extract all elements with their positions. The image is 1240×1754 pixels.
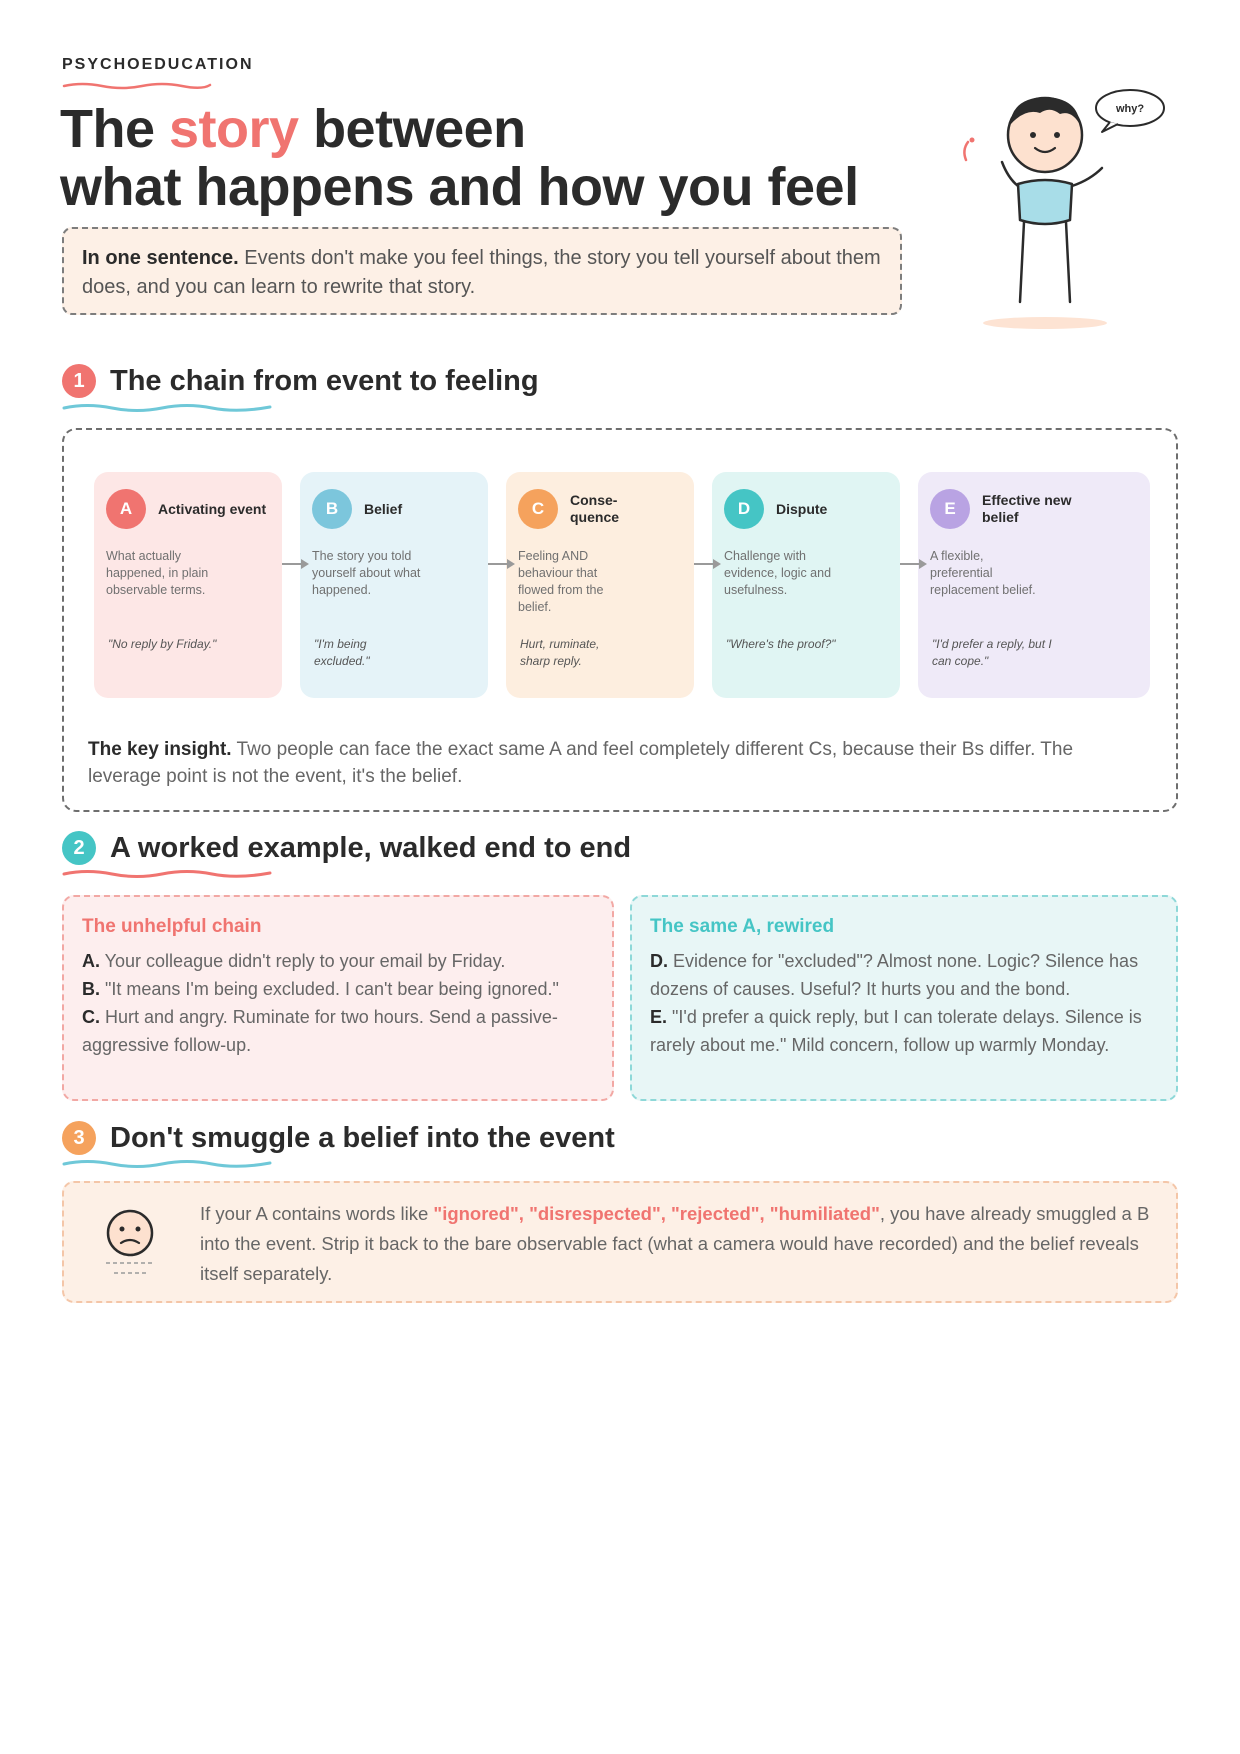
card-a-description: What actually happened, in plain observable terms. — [106, 549, 209, 597]
unhelpful-line-c: C. Hurt and angry. Ruminate for two hours. Send a passive-aggressive follow-up. — [82, 1007, 558, 1055]
abcde-chain-panel — [62, 428, 1178, 812]
badge-c: C — [518, 489, 558, 529]
insight-lead: The key insight. — [88, 739, 232, 760]
card-b-example: "I'm being excluded." — [314, 637, 370, 668]
card-consequence — [506, 472, 694, 698]
badge-b: B — [312, 489, 352, 529]
section-1-title: The chain from event to feeling — [110, 364, 539, 397]
badge-e: E — [930, 489, 970, 529]
unhelpful-chain-title: The unhelpful chain — [82, 916, 262, 937]
head-shape — [1008, 97, 1082, 172]
card-d-description: Challenge with evidence, logic and usefulness. — [724, 549, 832, 597]
title-accent: story — [169, 99, 299, 159]
card-b-label: Belief — [364, 500, 403, 517]
card-e-label: Effective new belief — [982, 492, 1072, 525]
key-insight — [88, 736, 1148, 790]
unhelpful-chain-box — [62, 895, 614, 1101]
unhelpful-line-a: A. Your colleague didn't reply to your email by Friday. — [82, 951, 506, 971]
speech-bubble-icon — [1096, 90, 1164, 132]
section-3-number: 3 — [62, 1121, 96, 1155]
unhelpful-line-b: B. "It means I'm being excluded. I can't bear being ignored." — [82, 979, 559, 999]
loaded-words-highlight: "ignored", "disrespected", "rejected", "humiliated" — [433, 1203, 880, 1224]
eyebrow-underline — [62, 80, 212, 90]
card-dispute — [712, 472, 900, 698]
eyebrow-label: PSYCHOEDUCATION — [62, 56, 254, 73]
title-part2: between — [298, 99, 526, 159]
card-d-example: "Where's the proof?" — [726, 637, 836, 651]
card-c-description: Feeling AND behaviour that flowed from the belief. — [518, 549, 604, 614]
summary-lead: In one sentence. — [82, 247, 239, 269]
card-a-example: "No reply by Friday." — [108, 637, 217, 651]
arrow-right-icon — [281, 558, 311, 570]
arrow-right-icon — [487, 558, 517, 570]
section-3-heading — [62, 1118, 615, 1158]
card-c-label: Conse-quence — [570, 492, 620, 525]
bubble-text: why? — [1115, 103, 1145, 115]
card-effective-new-belief — [918, 472, 1150, 698]
section-3-title: Don't smuggle a belief into the event — [110, 1121, 615, 1154]
card-b-description: The story you told yourself about what happened. — [312, 549, 421, 597]
section-2-heading — [62, 828, 631, 868]
rewired-line-e: E. "I'd prefer a quick reply, but I can tolerate delays. Silence is rarely about me." Mild concern, follow up warmly Monday. — [650, 1007, 1142, 1055]
smuggle-warning-box — [62, 1181, 1178, 1303]
shadow-shape — [983, 317, 1107, 329]
card-belief — [300, 472, 488, 698]
page-title — [60, 100, 859, 216]
sad-face-icon — [102, 1207, 158, 1279]
rewired-chain-title: The same A, rewired — [650, 916, 835, 937]
rewired-chain-box — [630, 895, 1178, 1101]
section-3-underline — [62, 1158, 272, 1170]
smuggle-text: If your A contains words like "ignored", "disrespected", "rejected", "humiliated", you have already smuggled a B into the event. Strip it back to the bare observable fact (what a camera would have recorded) and the belief reveals itself separately. — [200, 1203, 1150, 1284]
badge-d: D — [724, 489, 764, 529]
summary-box — [62, 227, 902, 315]
title-line2: what happens and how you feel — [60, 157, 859, 217]
rewired-line-d: D. Evidence for "excluded"? Almost none. Logic? Silence has dozens of causes. Useful? It hurts you and the bond. — [650, 951, 1139, 999]
card-d-label: Dispute — [776, 500, 828, 517]
card-e-description: A flexible, preferential replacement belief. — [930, 549, 1036, 597]
section-2-underline — [62, 868, 272, 880]
motion-mark — [964, 142, 968, 160]
arrow-right-icon — [693, 558, 723, 570]
title-part1: The — [60, 99, 170, 159]
torso-shape — [1018, 180, 1072, 224]
section-2-title: A worked example, walked end to end — [110, 831, 632, 864]
badge-a: A — [106, 489, 146, 529]
arrow-right-icon — [899, 558, 929, 570]
section-1-underline — [62, 402, 272, 414]
section-2-number: 2 — [62, 831, 96, 865]
section-1-number: 1 — [62, 364, 96, 398]
card-activating-event — [94, 472, 282, 698]
card-e-example: "I'd prefer a reply, but I can cope." — [932, 637, 1052, 668]
card-c-example: Hurt, ruminate, sharp reply. — [520, 637, 600, 668]
card-a-label: Activating event — [158, 500, 267, 517]
section-1-heading — [62, 361, 539, 401]
summary-text: Events don't make you feel things, the story you tell yourself about them does, and you can learn to rewrite that story. — [82, 247, 881, 298]
thinking-person-illustration — [950, 80, 1190, 340]
insight-text: Two people can face the exact same A and feel completely different Cs, because their Bs differ. The leverage point is not the event, it's the belief. — [88, 739, 1074, 787]
